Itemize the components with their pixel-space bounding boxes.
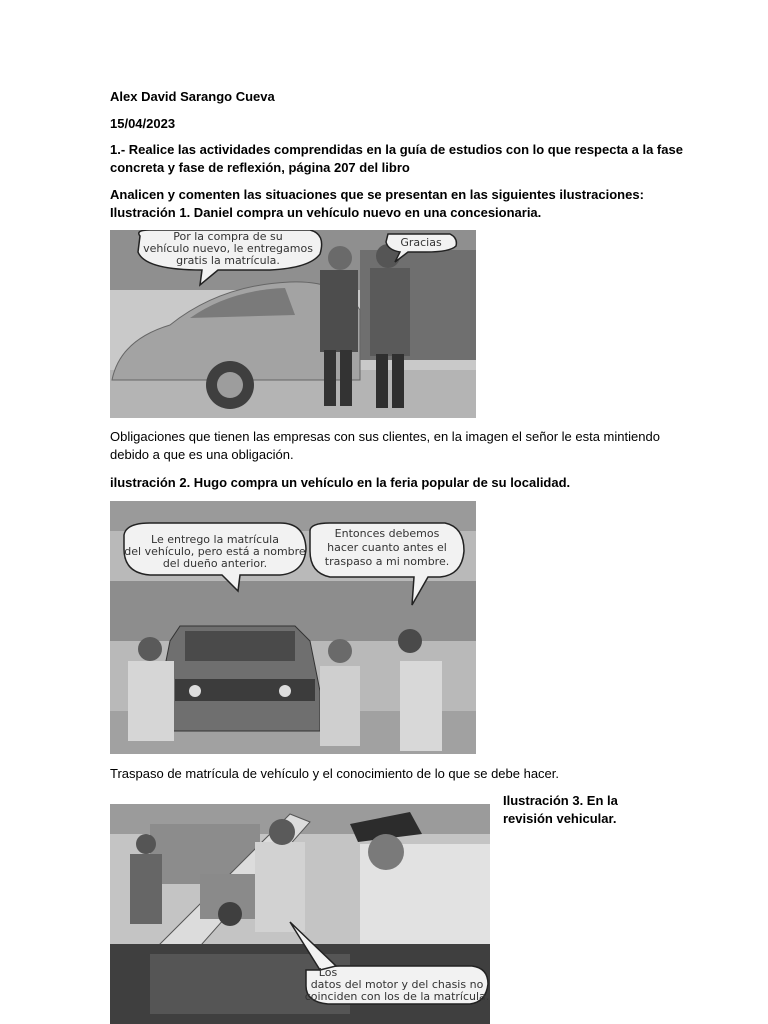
illustration-3-image (110, 804, 490, 1024)
illustration-2-image (110, 501, 476, 754)
illustration-1-comment-line-2: debido a que es una obligación. (110, 447, 294, 462)
illustration-3-bubble-line-1: Los (318, 966, 338, 979)
illustration-1-bubble-left-line-1: Por la compra de su (173, 230, 283, 243)
illustration-1-image (110, 230, 476, 418)
illustration-2-title: ilustración 2. Hugo compra un vehículo en la feria popular de su localidad. (110, 475, 571, 490)
illustration-1-bubble-left-line-2: vehículo nuevo, le entregamos (143, 242, 313, 255)
illustration-3-title-line-1: Ilustración 3. En la (503, 793, 618, 808)
illustration-2-bubble-left-line-1: Le entrego la matrícula (151, 533, 279, 546)
illustration-1-title: Ilustración 1. Daniel compra un vehículo nuevo en una concesionaria. (110, 205, 542, 220)
illustration-3-title-line-2: revisión vehicular. (503, 811, 617, 826)
author-name: Alex David Sarango Cueva (110, 89, 275, 104)
activity-line-2: concreta y fase de reflexión, página 207 del libro (110, 160, 410, 175)
intro-line-1: Analicen y comenten las situaciones que se presentan en las siguientes ilustraciones: (110, 187, 644, 202)
illustration-2-bubble-left-line-3: del dueño anterior. (162, 557, 268, 570)
illustration-1-bubble-left-line-3: gratis la matrícula. (176, 254, 280, 267)
activity-line-1: 1.- Realice las actividades comprendidas en la guía de estudios con lo que respecta a la fase (110, 142, 683, 157)
illustration-2-bubble-right-line-2: hacer cuanto antes el (327, 541, 447, 554)
document-date: 15/04/2023 (110, 116, 176, 131)
illustration-3-bubble-line-2: datos del motor y del chasis no (310, 978, 484, 991)
illustration-1-comment-line-1: Obligaciones que tienen las empresas con sus clientes, en la imagen el señor le esta mintiendo (110, 429, 660, 444)
illustration-2-comment: Traspaso de matrícula de vehículo y el conocimiento de lo que se debe hacer. (110, 766, 560, 781)
illustration-2-bubble-left-line-2: del vehículo, pero está a nombre (124, 545, 306, 558)
illustration-2-bubble-right-line-3: traspaso a mi nombre. (324, 555, 450, 568)
illustration-2-bubble-right-line-1: Entonces debemos (334, 527, 440, 540)
illustration-1-bubble-right: Gracias (400, 236, 442, 249)
illustration-3-bubble-line-3: coinciden con los de la matrícula. (304, 990, 490, 1003)
